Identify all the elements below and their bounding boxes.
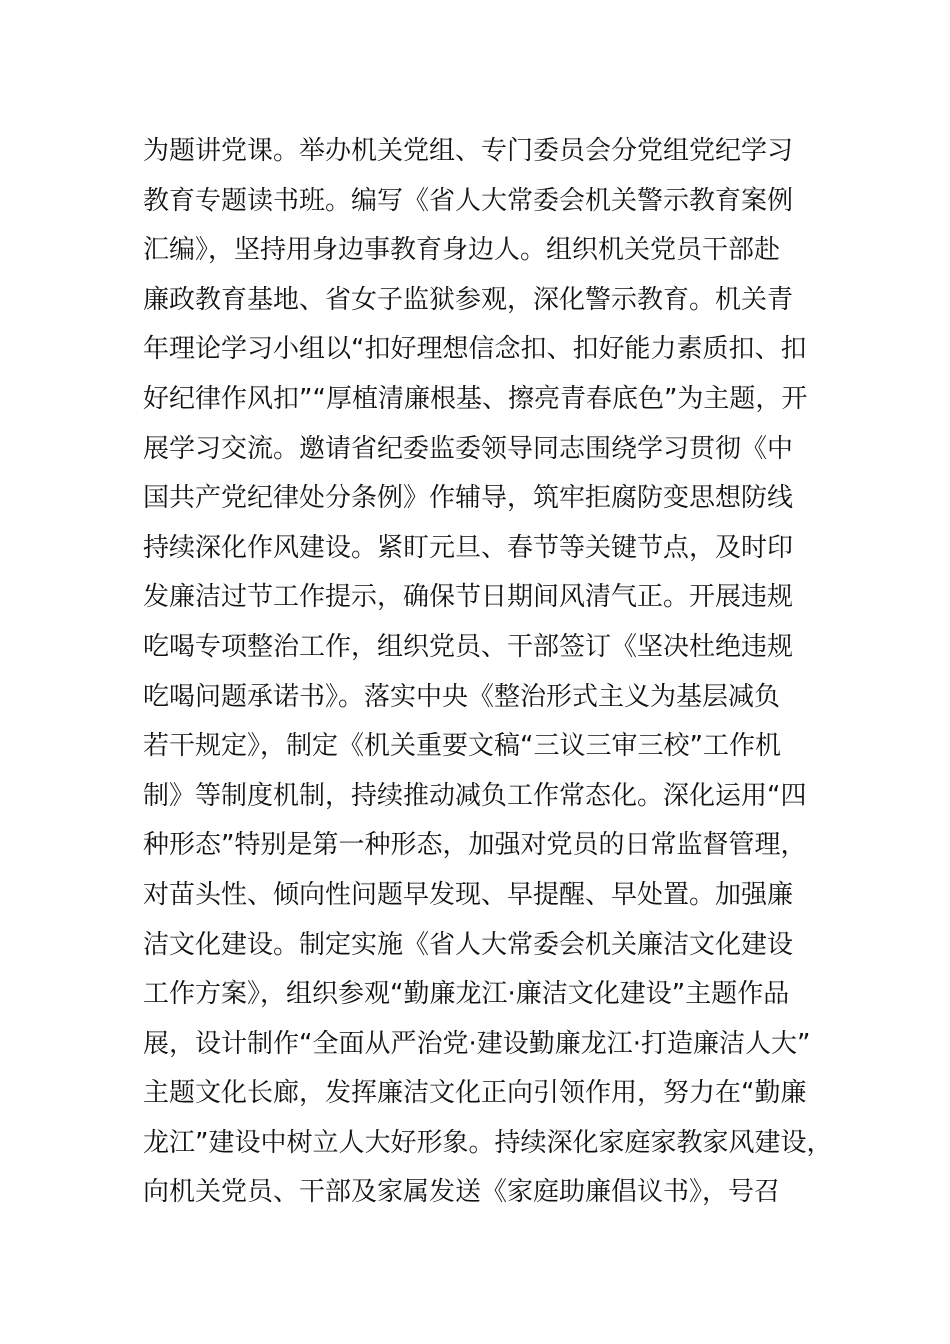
text-line: 主题文化长廊，发挥廉洁文化正向引领作用，努力在“勤廉 <box>143 1078 807 1109</box>
text-line: 好纪律作风扣”“厚植清廉根基、擦亮青春底色”为主题，开 <box>143 383 808 414</box>
text-line: 种形态”特别是第一种形态，加强对党员的日常监督管理， <box>143 830 807 861</box>
text-line: 吃喝问题承诺书》。落实中央《整治形式主义为基层减负 <box>143 681 781 712</box>
text-line: 教育专题读书班。编写《省人大常委会机关警示教育案例 <box>143 185 794 216</box>
body-text <box>143 127 843 1218</box>
text-line: 展学习交流。邀请省纪委监委领导同志围绕学习贯彻《中 <box>143 433 794 464</box>
text-line: 工作方案》，组织参观“勤廉龙江·廉洁文化建设”主题作品 <box>143 979 790 1010</box>
text-line: 年理论学习小组以“扣好理想信念扣、扣好能力素质扣、扣 <box>143 334 807 365</box>
text-line: 洁文化建设。制定实施《省人大常委会机关廉洁文化建设 <box>143 929 794 960</box>
text-line: 龙江”建设中树立人大好形象。持续深化家庭家教家风建设， <box>143 1127 833 1158</box>
text-line: 汇编》，坚持用身边事教育身边人。组织机关党员干部赴 <box>143 235 781 266</box>
text-line: 发廉洁过节工作提示，确保节日期间风清气正。开展违规 <box>143 582 794 613</box>
text-line: 廉政教育基地、省女子监狱参观，深化警示教育。机关青 <box>143 284 794 315</box>
text-line: 吃喝专项整治工作，组织党员、干部签订《坚决杜绝违规 <box>143 631 794 662</box>
text-line: 若干规定》，制定《机关重要文稿“三议三审三校”工作机 <box>143 731 781 762</box>
text-line: 国共产党纪律处分条例》作辅导，筑牢拒腐防变思想防线 <box>143 483 794 514</box>
text-line: 展，设计制作“全面从严治党·建设勤廉龙江·打造廉洁人大” <box>143 1028 811 1059</box>
text-line: 为题讲党课。举办机关党组、专门委员会分党组党纪学习 <box>143 136 794 166</box>
text-line: 持续深化作风建设。紧盯元旦、春节等关键节点，及时印 <box>143 532 794 563</box>
text-line: 向机关党员、干部及家属发送《家庭助廉倡议书》，号召 <box>143 1177 781 1208</box>
text-line: 制》等制度机制，持续推动减负工作常态化。深化运用“四 <box>143 780 807 811</box>
text-line: 对苗头性、倾向性问题早发现、早提醒、早处置。加强廉 <box>143 879 794 910</box>
